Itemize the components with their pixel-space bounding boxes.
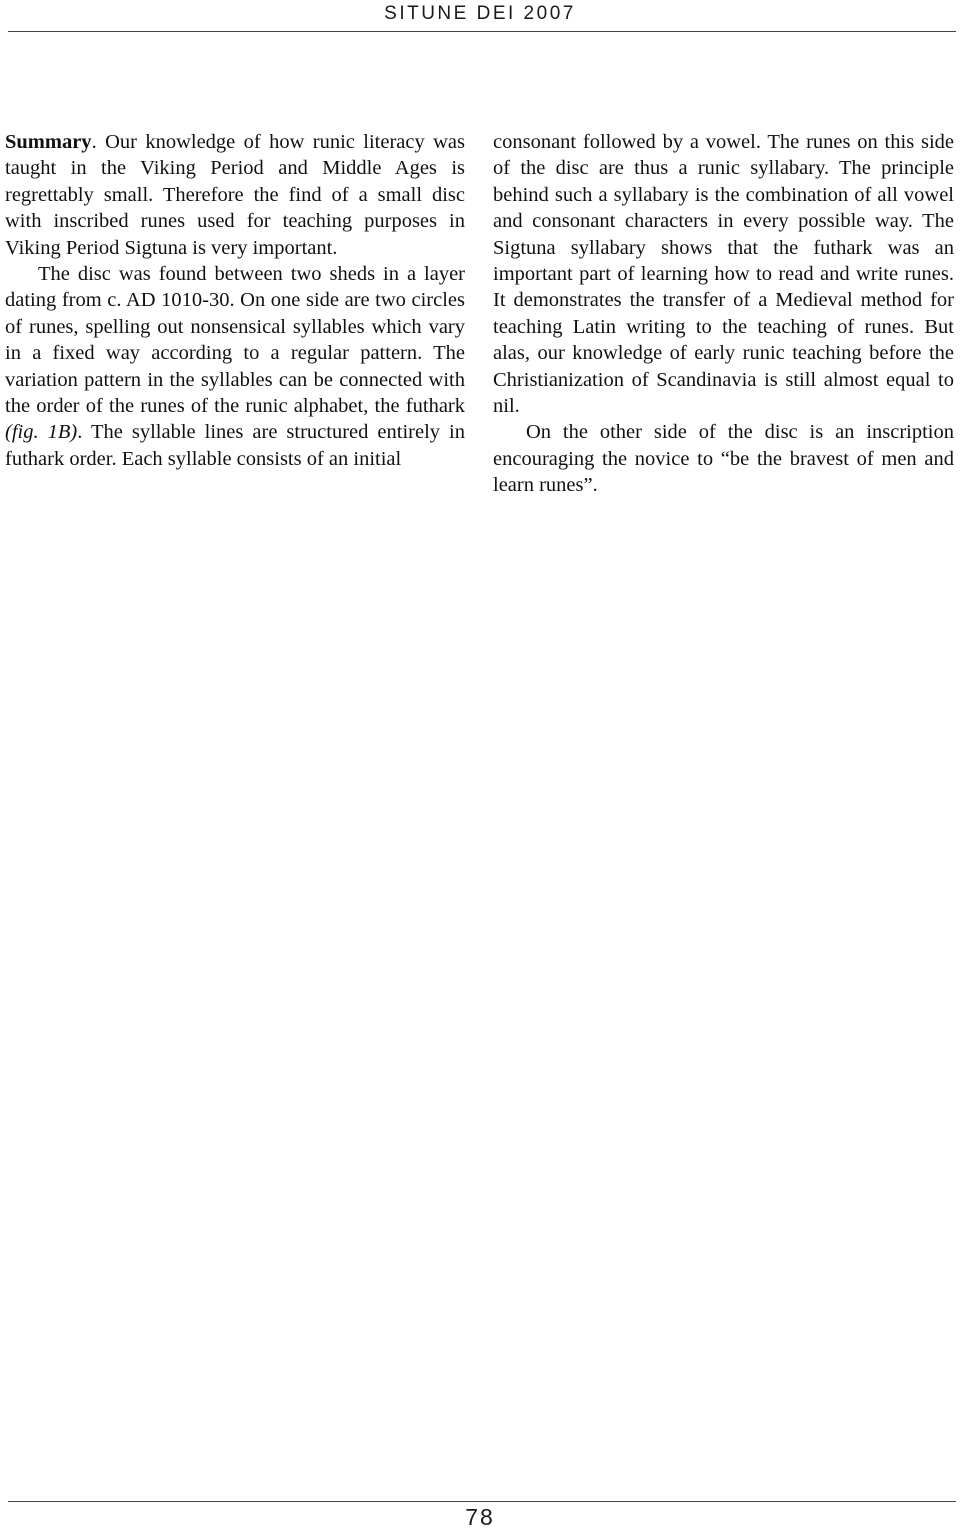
disc-description-text-end: . The syllable lines are structured entirely in futhark order. Each syllable consists of an initial — [5, 421, 465, 470]
summary-label: Summary — [5, 131, 92, 153]
disc-description-text-start: The disc was found between two sheds in a layer dating from c. AD 1010-30. On one side are two circles of runes, spelling out nonsensical syllables which vary in a fixed way according to a regular pattern. The variation pattern in the syllables can be connected with the order of the runes of the runic alphabet, the futhark — [5, 263, 465, 418]
left-text-column — [5, 129, 465, 472]
header-divider — [8, 31, 956, 32]
summary-paragraph-text: . Our knowledge of how runic literacy was taught in the Viking Period and Middle Ages is regrettably small. Therefore the find of a small disc with inscribed runes used for teaching purposes in Viking Period Sigtuna is very important. — [5, 131, 465, 259]
right-text-column — [493, 129, 954, 499]
figure-reference: (fig. 1B) — [5, 421, 78, 444]
footer-divider — [8, 1501, 956, 1502]
disc-description-paragraph — [5, 261, 465, 472]
inscription-paragraph: On the other side of the disc is an inscription encouraging the novice to “be the bravest of men and learn runes”. — [493, 421, 954, 497]
page-number: 78 — [465, 1504, 495, 1530]
summary-paragraph — [5, 129, 465, 261]
syllabary-paragraph: consonant followed by a vowel. The runes on this side of the disc are thus a runic syllabary. The principle behind such a syllabary is the combination of all vowel and consonant characters in every possible way. The Sigtuna syllabary shows that the futhark was an important part of learning how to read and write runes. It demonstrates the transfer of a Medieval method for teaching Latin writing to the teaching of runes. But alas, our knowledge of early runic teaching before the Christianization of Scandinavia is still almost equal to nil. — [493, 131, 954, 418]
running-header-title: SITUNE DEI 2007 — [384, 3, 576, 24]
